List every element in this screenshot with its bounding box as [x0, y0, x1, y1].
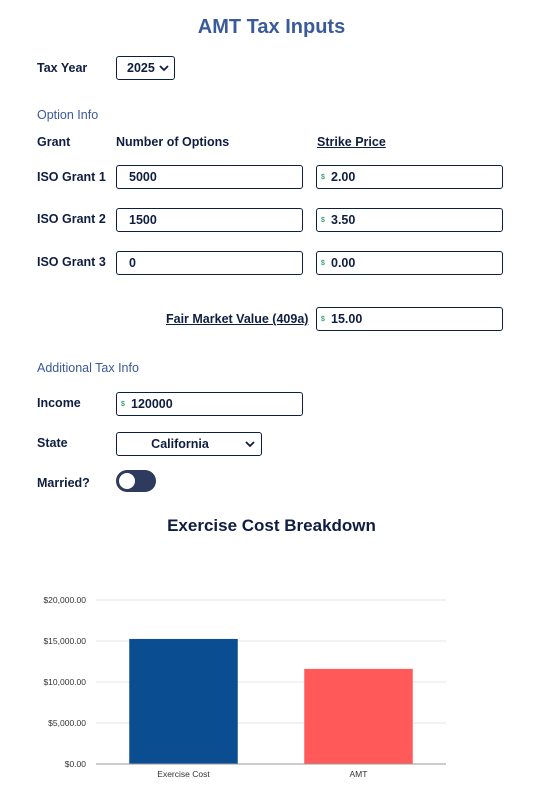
bar-exercise-cost: [129, 639, 238, 764]
grant-2-options-input[interactable]: [116, 208, 303, 232]
dollar-icon: $: [321, 173, 325, 181]
grant-column-header: Grant: [37, 135, 71, 149]
grant-3-options-input[interactable]: [116, 251, 303, 275]
grant-1-strike-value: 2.00: [331, 170, 356, 184]
fmv-value: 15.00: [331, 312, 363, 326]
dollar-icon: $: [321, 259, 325, 267]
chart-title: Exercise Cost Breakdown: [167, 516, 376, 535]
chevron-down-icon: [157, 61, 171, 75]
income-label: Income: [37, 396, 81, 410]
grant-3-strike-input[interactable]: [316, 251, 503, 275]
dollar-icon: $: [121, 400, 125, 408]
tax-year-value: 2025: [127, 61, 155, 75]
x-tick-label: AMT: [349, 769, 368, 779]
y-tick-label: $20,000.00: [43, 595, 86, 605]
grant-2-label: ISO Grant 2: [37, 212, 106, 226]
y-tick-label: $0.00: [64, 759, 86, 769]
income-input[interactable]: [116, 392, 303, 416]
chevron-down-icon: [243, 437, 257, 451]
options-column-header: Number of Options: [116, 135, 230, 149]
married-label: Married?: [37, 476, 90, 490]
dollar-icon: $: [321, 216, 325, 224]
x-tick-label: Exercise Cost: [157, 769, 210, 779]
grant-3-label: ISO Grant 3: [37, 255, 106, 269]
y-tick-label: $15,000.00: [43, 636, 86, 646]
grant-1-strike-input[interactable]: [316, 165, 503, 189]
bar-amt: [304, 669, 413, 764]
grant-1-options-input[interactable]: [116, 165, 303, 189]
grant-2-strike-value: 3.50: [331, 213, 356, 227]
option-info-heading: Option Info: [37, 108, 99, 122]
y-tick-label: $10,000.00: [43, 677, 86, 687]
tax-year-select[interactable]: [116, 56, 175, 80]
grant-2-strike-input[interactable]: [316, 208, 503, 232]
income-value: 120000: [131, 397, 173, 411]
fmv-input[interactable]: [316, 307, 503, 331]
state-value: California: [151, 437, 209, 451]
strike-column-header: Strike Price: [317, 135, 386, 149]
dollar-icon: $: [321, 315, 325, 323]
grant-1-label: ISO Grant 1: [37, 170, 106, 184]
grant-3-strike-value: 0.00: [331, 256, 356, 270]
tax-year-label: Tax Year: [37, 61, 88, 75]
additional-info-heading: Additional Tax Info: [37, 361, 139, 375]
page-title: AMT Tax Inputs: [197, 16, 346, 38]
grant-2-options-value: 1500: [129, 213, 157, 227]
toggle-knob: [119, 473, 135, 489]
married-toggle[interactable]: [116, 470, 156, 492]
y-tick-label: $5,000.00: [48, 718, 86, 728]
grant-1-options-value: 5000: [129, 170, 157, 184]
exercise-cost-chart: [0, 580, 543, 799]
state-select[interactable]: [116, 432, 262, 456]
grant-3-options-value: 0: [129, 256, 136, 270]
state-label: State: [37, 436, 68, 450]
fmv-label: Fair Market Value (409a): [166, 312, 309, 326]
